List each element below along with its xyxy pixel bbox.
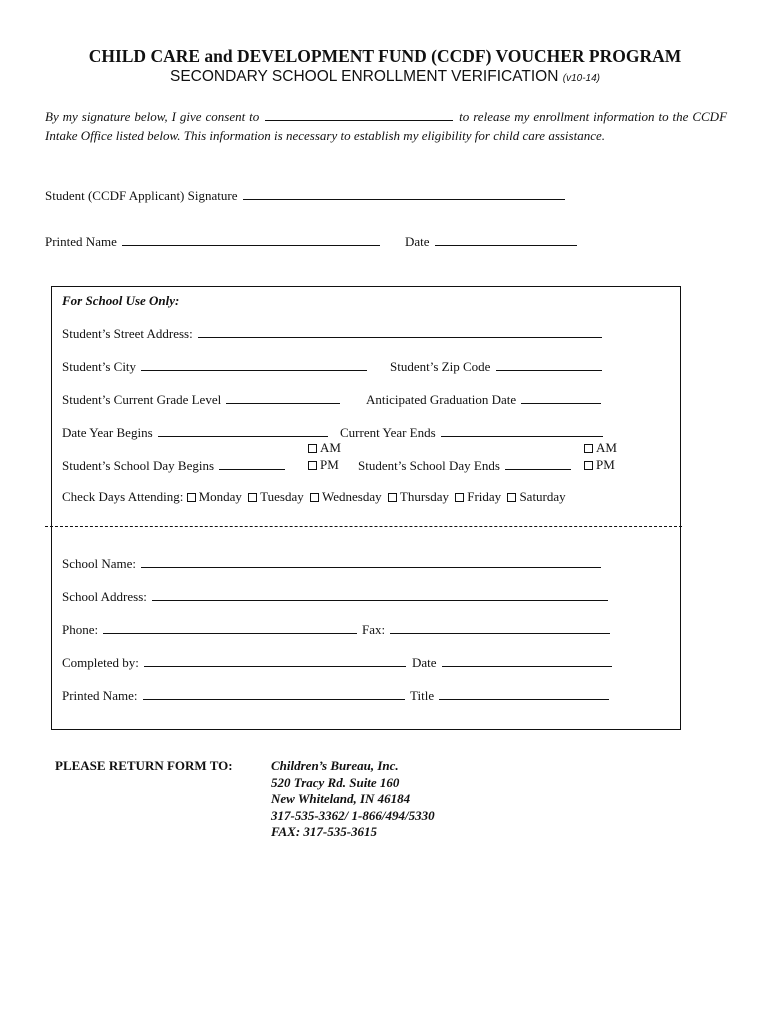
day-ends-am-checkbox[interactable] bbox=[584, 444, 593, 453]
day-label: Tuesday bbox=[260, 489, 304, 504]
completed-date-label: Date bbox=[412, 655, 437, 670]
city-label: Student’s City bbox=[62, 359, 137, 374]
grade-field[interactable] bbox=[226, 391, 340, 404]
day-begins-am-option[interactable] bbox=[308, 440, 341, 456]
return-address-line: New Whiteland, IN 46184 bbox=[271, 791, 411, 806]
day-ends-pm-label: PM bbox=[596, 457, 615, 472]
year-ends-field[interactable] bbox=[441, 424, 603, 437]
printed-name-label: Printed Name bbox=[45, 234, 117, 249]
completed-by-label: Completed by: bbox=[62, 655, 139, 670]
day-ends-pm-checkbox[interactable] bbox=[584, 461, 593, 470]
school-printed-name-label: Printed Name: bbox=[62, 688, 138, 703]
year-ends-row bbox=[340, 424, 605, 441]
year-begins-field[interactable] bbox=[158, 424, 328, 437]
phone-field[interactable] bbox=[103, 621, 357, 634]
signature-field[interactable] bbox=[243, 187, 565, 200]
consent-text-start: By my signature below, I give consent to bbox=[45, 109, 260, 124]
signature-label: Student (CCDF Applicant) Signature bbox=[45, 188, 238, 203]
return-label: PLEASE RETURN FORM TO: bbox=[55, 758, 233, 773]
phone-label: Phone: bbox=[62, 622, 99, 637]
year-begins-row bbox=[62, 424, 330, 441]
section-divider bbox=[45, 526, 682, 527]
return-address-line: FAX: 317-535-3615 bbox=[271, 824, 378, 839]
day-checkbox[interactable] bbox=[507, 493, 516, 502]
school-printed-name-row bbox=[62, 687, 407, 704]
street-address-field[interactable] bbox=[198, 325, 602, 338]
street-address-row bbox=[62, 325, 604, 342]
completed-date-row bbox=[412, 654, 614, 671]
day-checkbox[interactable] bbox=[388, 493, 397, 502]
printed-name-row bbox=[45, 233, 382, 250]
day-label: Monday bbox=[198, 489, 242, 504]
day-begins-pm-checkbox[interactable] bbox=[308, 461, 317, 470]
applicant-date-row bbox=[405, 233, 579, 250]
return-address-line: Children’s Bureau, Inc. bbox=[271, 758, 399, 773]
day-option-wednesday[interactable] bbox=[310, 489, 382, 504]
day-begins-pm-label: PM bbox=[320, 457, 339, 472]
day-option-friday[interactable] bbox=[455, 489, 501, 504]
days-attending-row bbox=[62, 489, 566, 505]
day-checkbox[interactable] bbox=[187, 493, 196, 502]
city-row bbox=[62, 358, 369, 375]
applicant-date-field[interactable] bbox=[435, 233, 577, 246]
completed-date-field[interactable] bbox=[442, 654, 612, 667]
fax-row bbox=[362, 621, 612, 638]
days-attending-label: Check Days Attending: bbox=[62, 489, 184, 504]
day-ends-field[interactable] bbox=[505, 457, 571, 470]
consent-recipient-field[interactable] bbox=[265, 108, 453, 121]
return-address bbox=[271, 758, 435, 841]
zip-label: Student’s Zip Code bbox=[390, 359, 491, 374]
day-label: Saturday bbox=[519, 489, 566, 504]
day-begins-field[interactable] bbox=[219, 457, 285, 470]
school-printed-name-field[interactable] bbox=[143, 687, 405, 700]
day-begins-label: Student’s School Day Begins bbox=[62, 458, 215, 473]
graduation-label: Anticipated Graduation Date bbox=[366, 392, 517, 407]
day-option-tuesday[interactable] bbox=[248, 489, 304, 504]
completed-by-row bbox=[62, 654, 408, 671]
fax-field[interactable] bbox=[390, 621, 610, 634]
day-label: Wednesday bbox=[322, 489, 382, 504]
title-label: Title bbox=[410, 688, 435, 703]
graduation-field[interactable] bbox=[521, 391, 601, 404]
school-address-label: School Address: bbox=[62, 589, 147, 604]
phone-row bbox=[62, 621, 359, 638]
day-ends-pm-option[interactable] bbox=[584, 457, 615, 473]
printed-name-field[interactable] bbox=[122, 233, 380, 246]
form-title: CHILD CARE and DEVELOPMENT FUND (CCDF) VOUCHER PROGRAM bbox=[88, 46, 682, 66]
day-ends-row bbox=[358, 457, 573, 474]
zip-field[interactable] bbox=[496, 358, 602, 371]
grade-label: Student’s Current Grade Level bbox=[62, 392, 222, 407]
year-ends-label: Current Year Ends bbox=[340, 425, 436, 440]
day-ends-label: Student’s School Day Ends bbox=[358, 458, 500, 473]
form-version: (v10-14) bbox=[562, 73, 600, 84]
city-field[interactable] bbox=[141, 358, 367, 371]
day-checkbox[interactable] bbox=[310, 493, 319, 502]
school-address-row bbox=[62, 588, 610, 605]
day-ends-am-option[interactable] bbox=[584, 440, 617, 456]
zip-row bbox=[390, 358, 604, 375]
school-name-label: School Name: bbox=[62, 556, 137, 571]
school-address-field[interactable] bbox=[152, 588, 608, 601]
school-name-row bbox=[62, 555, 603, 572]
day-begins-am-label: AM bbox=[320, 440, 341, 455]
graduation-row bbox=[366, 391, 603, 408]
day-option-thursday[interactable] bbox=[388, 489, 449, 504]
form-subtitle-text: SECONDARY SCHOOL ENROLLMENT VERIFICATION bbox=[169, 68, 559, 85]
consent-paragraph bbox=[45, 108, 727, 145]
day-begins-row bbox=[62, 457, 287, 474]
applicant-signature-row bbox=[45, 187, 567, 204]
street-address-label: Student’s Street Address: bbox=[62, 326, 193, 341]
day-label: Thursday bbox=[399, 489, 449, 504]
grade-row bbox=[62, 391, 342, 408]
day-begins-pm-option[interactable] bbox=[308, 457, 339, 473]
day-ends-am-label: AM bbox=[596, 440, 617, 455]
return-address-line: 317-535-3362/ 1-866/494/5330 bbox=[271, 807, 435, 823]
title-row bbox=[410, 687, 611, 704]
day-begins-am-checkbox[interactable] bbox=[308, 444, 317, 453]
day-checkbox[interactable] bbox=[248, 493, 257, 502]
completed-by-field[interactable] bbox=[144, 654, 406, 667]
title-field[interactable] bbox=[439, 687, 609, 700]
year-begins-label: Date Year Begins bbox=[62, 425, 153, 440]
form-subtitle bbox=[0, 68, 770, 86]
fax-label: Fax: bbox=[362, 622, 386, 637]
day-option-saturday[interactable] bbox=[507, 489, 565, 504]
day-label: Friday bbox=[467, 489, 502, 504]
applicant-date-label: Date bbox=[405, 234, 430, 249]
school-use-heading: For School Use Only: bbox=[62, 293, 180, 308]
return-address-line: 520 Tracy Rd. Suite 160 bbox=[271, 774, 400, 790]
day-checkbox[interactable] bbox=[455, 493, 464, 502]
consent-text-end: to release my enrollment information to the CCDF Intake Office listed below. This information is necessary to establish my eligibility for child care assistance. bbox=[45, 109, 728, 143]
school-name-field[interactable] bbox=[141, 555, 601, 568]
day-option-monday[interactable] bbox=[187, 489, 242, 504]
